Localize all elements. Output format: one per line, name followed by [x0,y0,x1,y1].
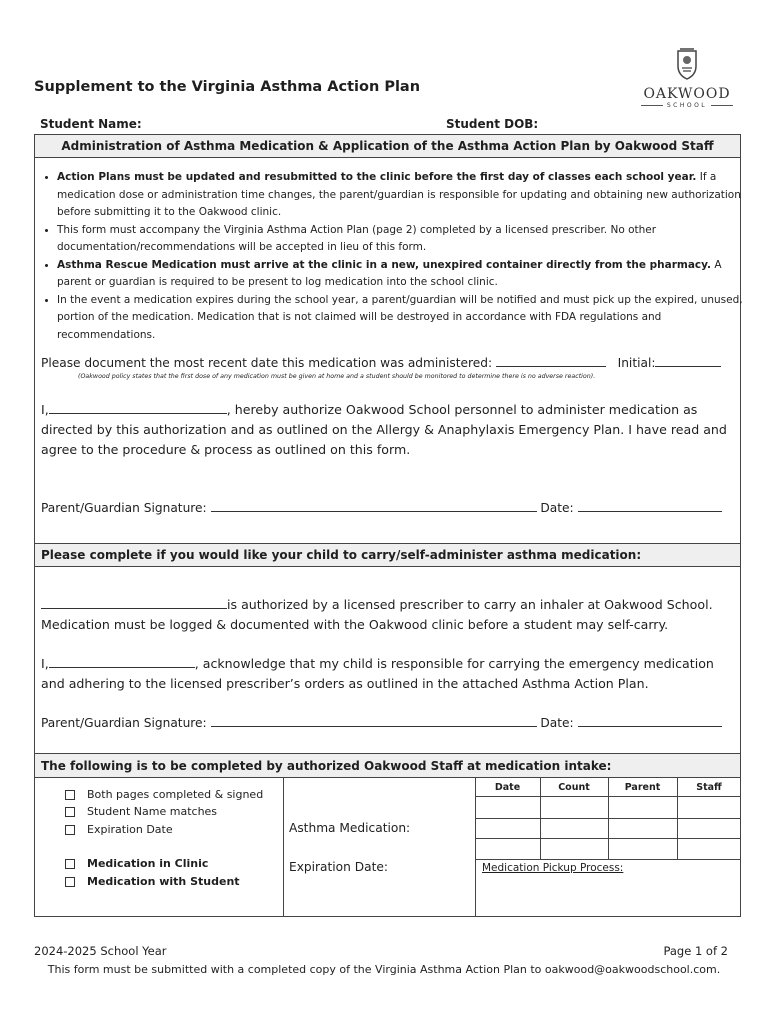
list-item: • In the event a medication expires during the school year, a parent/guardian will be notified and must pick up the expired, unused, portion of the medication. Medication that is not claimed will be destroyed in accordance with FDA regulations and recommendations. [57,292,747,345]
section3-heading: The following is to be completed by authorized Oakwood Staff at medication intake: [35,753,740,778]
policy-note: (Oakwood policy states that the first dose of any medication must be given at home and a student should be monitored to determine there is no adverse reaction). [78,373,596,380]
table-header-count: Count [558,782,590,793]
acknowledge-paragraph: I, , acknowledge that my child is responsible for carrying the emergency medication and adhering to the licensed prescriber’s orders as outlined in the attached Asthma Action Plan. [41,656,714,691]
school-year: 2024-2025 School Year [34,944,167,958]
recent-date-field[interactable] [496,354,606,367]
check-medication-in-clinic[interactable]: Medication in Clinic [65,857,208,870]
list-item: • Asthma Rescue Medication must arrive at the clinic in a new, unexpired container directly from the pharmacy. A parent or guardian is required to be present to log medication into the school clinic. [57,257,747,292]
expiration-date-label: Expiration Date: [289,860,388,874]
asthma-medication-label: Asthma Medication: [289,821,411,835]
logo-name: OAKWOOD [643,86,731,102]
parent-signature-row-2: Parent/Guardian Signature: Date: [41,714,722,730]
recent-date-row: Please document the most recent date this medication was administered: Initial: [41,354,721,370]
instructions-list [43,169,747,344]
section2-heading: Please complete if you would like your child to carry/self-administer asthma medication: [35,543,740,567]
parent-signature-field[interactable] [211,499,537,512]
parent-signature-row-1: Parent/Guardian Signature: Date: [41,499,722,515]
school-logo [640,48,734,109]
table-header-staff: Staff [696,782,722,793]
student-name-field[interactable] [41,595,227,609]
acknowledge-name-field[interactable] [49,654,195,668]
check-both-pages[interactable]: Both pages completed & signed [65,788,263,801]
form-box [34,134,741,917]
page-title: Supplement to the Virginia Asthma Action Plan [34,79,421,95]
logo-sub: SCHOOL [640,102,734,109]
signature-date-field-2[interactable] [578,714,722,727]
parent-signature-field-2[interactable] [211,714,537,727]
self-carry-paragraph: is authorized by a licensed prescriber to carry an inhaler at Oakwood School. Medication must be logged & documented with the Oakwood clinic before a student may self-carry. [41,597,713,632]
section1-heading: Administration of Asthma Medication & Application of the Asthma Action Plan by Oakwood Staff [35,135,740,158]
student-name-label: Student Name: [40,117,142,131]
pickup-process-label: Medication Pickup Process: [482,862,624,874]
signature-date-field[interactable] [578,499,722,512]
table-header-date: Date [494,782,521,793]
authorize-name-field[interactable] [49,400,227,414]
check-medication-with-student[interactable]: Medication with Student [65,875,240,888]
check-student-name[interactable]: Student Name matches [65,805,217,818]
crest-icon [675,48,699,80]
student-dob-label: Student DOB: [446,117,539,131]
initial-field[interactable] [655,354,721,367]
authorization-paragraph: I, , hereby authorize Oakwood School personnel to administer medication as directed by this authorization and as outlined on the Allergy & Anaphylaxis Emergency Plan. I have read and agree to the procedure & process as outlined on this form. [41,402,727,457]
list-item: • Action Plans must be updated and resubmitted to the clinic before the first day of classes each school year. If a medication dose or administration time changes, the parent/guardian is responsible for updating and obtaining new authorization before submitting it to the Oakwood clinic. [57,169,747,222]
table-header-parent: Parent [624,782,661,793]
check-expiration-date[interactable]: Expiration Date [65,823,173,836]
footer-note: This form must be submitted with a completed copy of the Virginia Asthma Action Plan to oakwood@oakwoodschool.com. [47,963,721,976]
page-number: Page 1 of 2 [663,944,728,958]
list-item: • This form must accompany the Virginia Asthma Action Plan (page 2) completed by a licensed prescriber. No other documentation/recommendations will be accepted in lieu of this form. [57,222,747,257]
